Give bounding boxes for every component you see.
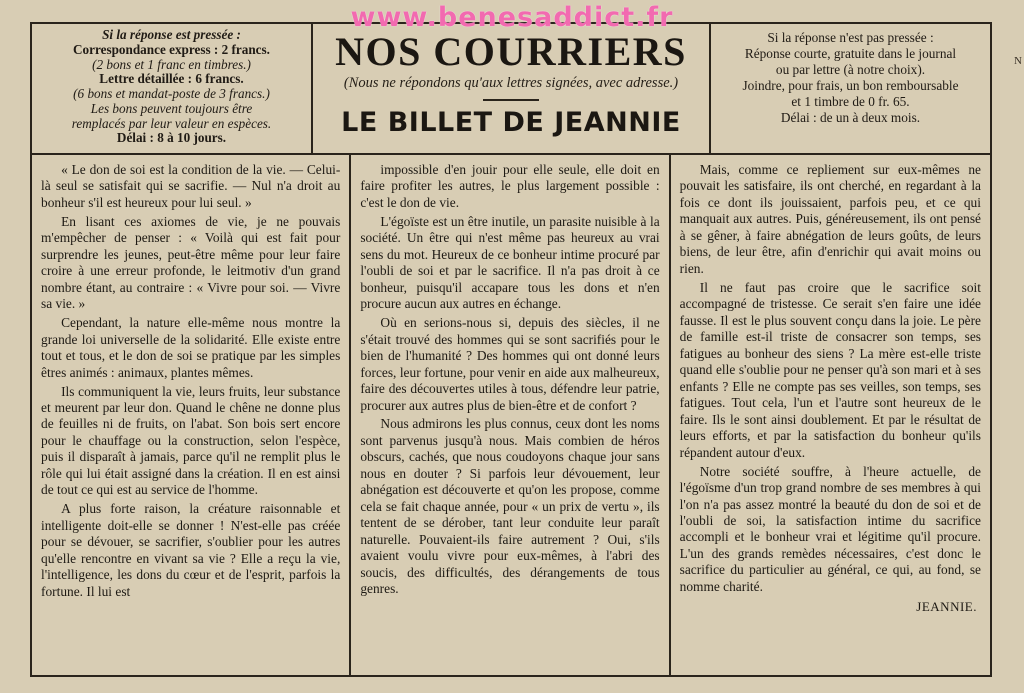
paragraph: Notre société souffre, à l'heure actuelle, de l'égoïsme d'un trop grand nombre de ses membres à qui l'on n'a pas assez montré la beauté du don de soi et de l'oubli de soi, la satisfaction intime du sacrifice accompli et le bonheur vrai et légitime qu'il procure. L'un des grands remèdes nécessaires, c'est donc le sacrifice du particulier au général, ce qui, au fond, se nomme charité.	[679, 463, 981, 594]
paragraph: A plus forte raison, la créature raisonnable et intelligente doit-elle se donner ! N'est-elle pas créée pour se dévouer, se sacrifier, s'oublier pour les autres qu'elle rencontre en vivant sa vie ? Elle a reçu la vie, l'intelligence, les dons du cœur et de l'esprit, parfois la fortune. Il lui est	[41, 501, 341, 599]
divider-rule	[483, 99, 539, 101]
paragraph: Il ne faut pas croire que le sacrifice soit accompagné de tristesse. Ce serait s'en faire une idée fausse. Il est le plus souvent conçu dans la joie. Le père de famille est-il triste de consacrer son temps, ses fatigues au bonheur des siens ? La mère est-elle triste quand elle s'oublie pour ne penser qu'à son mari et à ses enfants ? Elle ne compte pas ses veilles, son temps, ses fatigues. Tout cela, l'un et l'autre sont heureux de le faire. Ils le sont ainsi doublement. Et par le résultat de leurs efforts, et par la satisfaction du bonheur qu'ils répandent autour d'eux.	[679, 279, 981, 460]
author-signature: JEANNIE.	[916, 599, 977, 615]
masthead-center	[313, 24, 709, 153]
info-box-not-urgent-line5: et 1 timbre de 0 fr. 65.	[791, 93, 910, 109]
paragraph: impossible d'en jouir pour elle seule, elle doit en faire profiter les autres, le plus largement possible : c'est le don de vie.	[360, 162, 660, 210]
paragraph: L'égoïste est un être inutile, un parasite nuisible à la société. Un être qui n'est même pas heureux au vrai sens du mot. Heureux de ce bonheur intime procuré par l'oubli de soi et par le sacrifice. Il n'a pas droit à ce bonheur, puisqu'il accapare tous les dons et n'en procure aucun aux autres en échange.	[360, 213, 660, 312]
paragraph: Mais, comme ce repliement sur eux-mêmes ne pouvait les satisfaire, ils ont cherché, en regardant à la fois ce dont ils jouissaient, parfois peu, et ce qui manquait aux autres. Puis, généreusement, ils ont pensé à se gêner, à faire abnégation de leurs goûts, de leurs biens, de leur être, afin d'enrichir qui avait moins ou rien.	[679, 162, 981, 276]
info-box-urgent-line7: remplacés par leur valeur en espèces.	[71, 115, 272, 131]
info-box-urgent	[32, 24, 313, 153]
info-box-not-urgent-line3: ou par lettre (à notre choix).	[775, 61, 926, 77]
watermark-text: www.benesaddict.fr	[350, 2, 674, 33]
article-column-2	[351, 155, 670, 675]
info-box-urgent-line6: Les bons peuvent toujours être	[90, 100, 253, 116]
info-box-not-urgent-line2: Réponse courte, gratuite dans le journal	[744, 45, 957, 61]
info-box-urgent-line3: (2 bons et 1 franc en timbres.)	[92, 56, 251, 72]
article-columns	[32, 155, 990, 675]
paragraph: Nous admirons les plus connus, ceux dont les noms sont parvenus jusqu'à nous. Mais combien de héros obscurs, cachés, que nous coudoyons chaque jour sans nous en douter ? Si parfois leur dévouement, leur abnégation est découverte et qu'on les propose, comme cela se fait chaque année, pour « un prix de vertu », ils tentent de se dérober, tant leur conduite leur paraît naturelle. Pouvaient-ils faire autrement ? Oui, s'ils avaient voulu vivre pour eux-mêmes, à l'abri des soucis, des difficultés, des dérangements de tous genres.	[360, 416, 660, 597]
article-clipping	[30, 22, 992, 677]
info-box-not-urgent-line4: Joindre, pour frais, un bon remboursable	[742, 77, 959, 93]
info-box-urgent-line1: Si la réponse est pressée :	[102, 27, 241, 42]
article-column-1	[32, 155, 351, 675]
section-title: LE BILLET DE JEANNIE	[341, 107, 681, 138]
info-box-urgent-line8: Délai : 8 à 10 jours.	[116, 130, 227, 146]
paragraph: Où en serions-nous si, depuis des siècles, il ne s'était trouvé des hommes qui se sont sacrifiés pour le bien de l'humanité ? Des hommes qui ont donné leurs forces, leur fortune, pour venir en aide aux malheureux, faire des découvertes utiles à tous, défendre leur patrie, procurer aux autres plus de bien-être et de confort ?	[360, 315, 660, 413]
paragraph: « Le don de soi est la condition de la vie. — Celui-là seul se satisfait qui se sacrifie. — Nul n'a droit au bonheur s'il est heureux pour lui seul. »	[41, 162, 341, 210]
page-title: NOS COURRIERS	[335, 29, 687, 74]
info-box-not-urgent	[709, 24, 990, 153]
article-column-3	[671, 155, 990, 675]
paragraph: En lisant ces axiomes de vie, je ne pouvais m'empêcher de penser : « Voilà qui est fait pour surprendre les jeunes, peut-être même pour leur faire croire à une erreur profonde, le leitmotiv d'un grand nombre étant, au contraire : « Vivre pour soi. — Vivre sa vie. »	[41, 213, 341, 312]
info-box-not-urgent-line6: Délai : de un à deux mois.	[780, 109, 921, 125]
masthead	[32, 24, 990, 155]
info-box-not-urgent-line1: Si la réponse n'est pas pressée :	[767, 30, 934, 45]
paragraph: Ils communiquent la vie, leurs fruits, leur substance et meurent par leur don. Quand le chêne ne donne plus de feuilles ni de fruits, on l'abat. Son bois sert encore pour le chauffage ou la construction, selon l'espèce, puis il disparaît à jamais, parce qu'il ne remplit plus le rôle qui lui était assigné dans la création. Il en est ainsi de tout ce qui est au service de l'homme.	[41, 383, 341, 498]
info-box-urgent-line2: Correspondance express : 2 francs.	[73, 41, 270, 57]
paragraph: Cependant, la nature elle-même nous montre la grande loi universelle de la solidarité. Elle existe entre tout et tous, et le don de soi se pratique par les simples êtres animés : animaux, plantes mêmes.	[41, 315, 341, 380]
info-box-urgent-line4: Lettre détaillée : 6 francs.	[99, 71, 244, 87]
info-box-urgent-line5: (6 bons et mandat-poste de 3 francs.)	[73, 86, 270, 102]
page-edge-mark: N	[1014, 55, 1022, 67]
page-subtitle: (Nous ne répondons qu'aux lettres signées, avec adresse.)	[343, 75, 679, 91]
